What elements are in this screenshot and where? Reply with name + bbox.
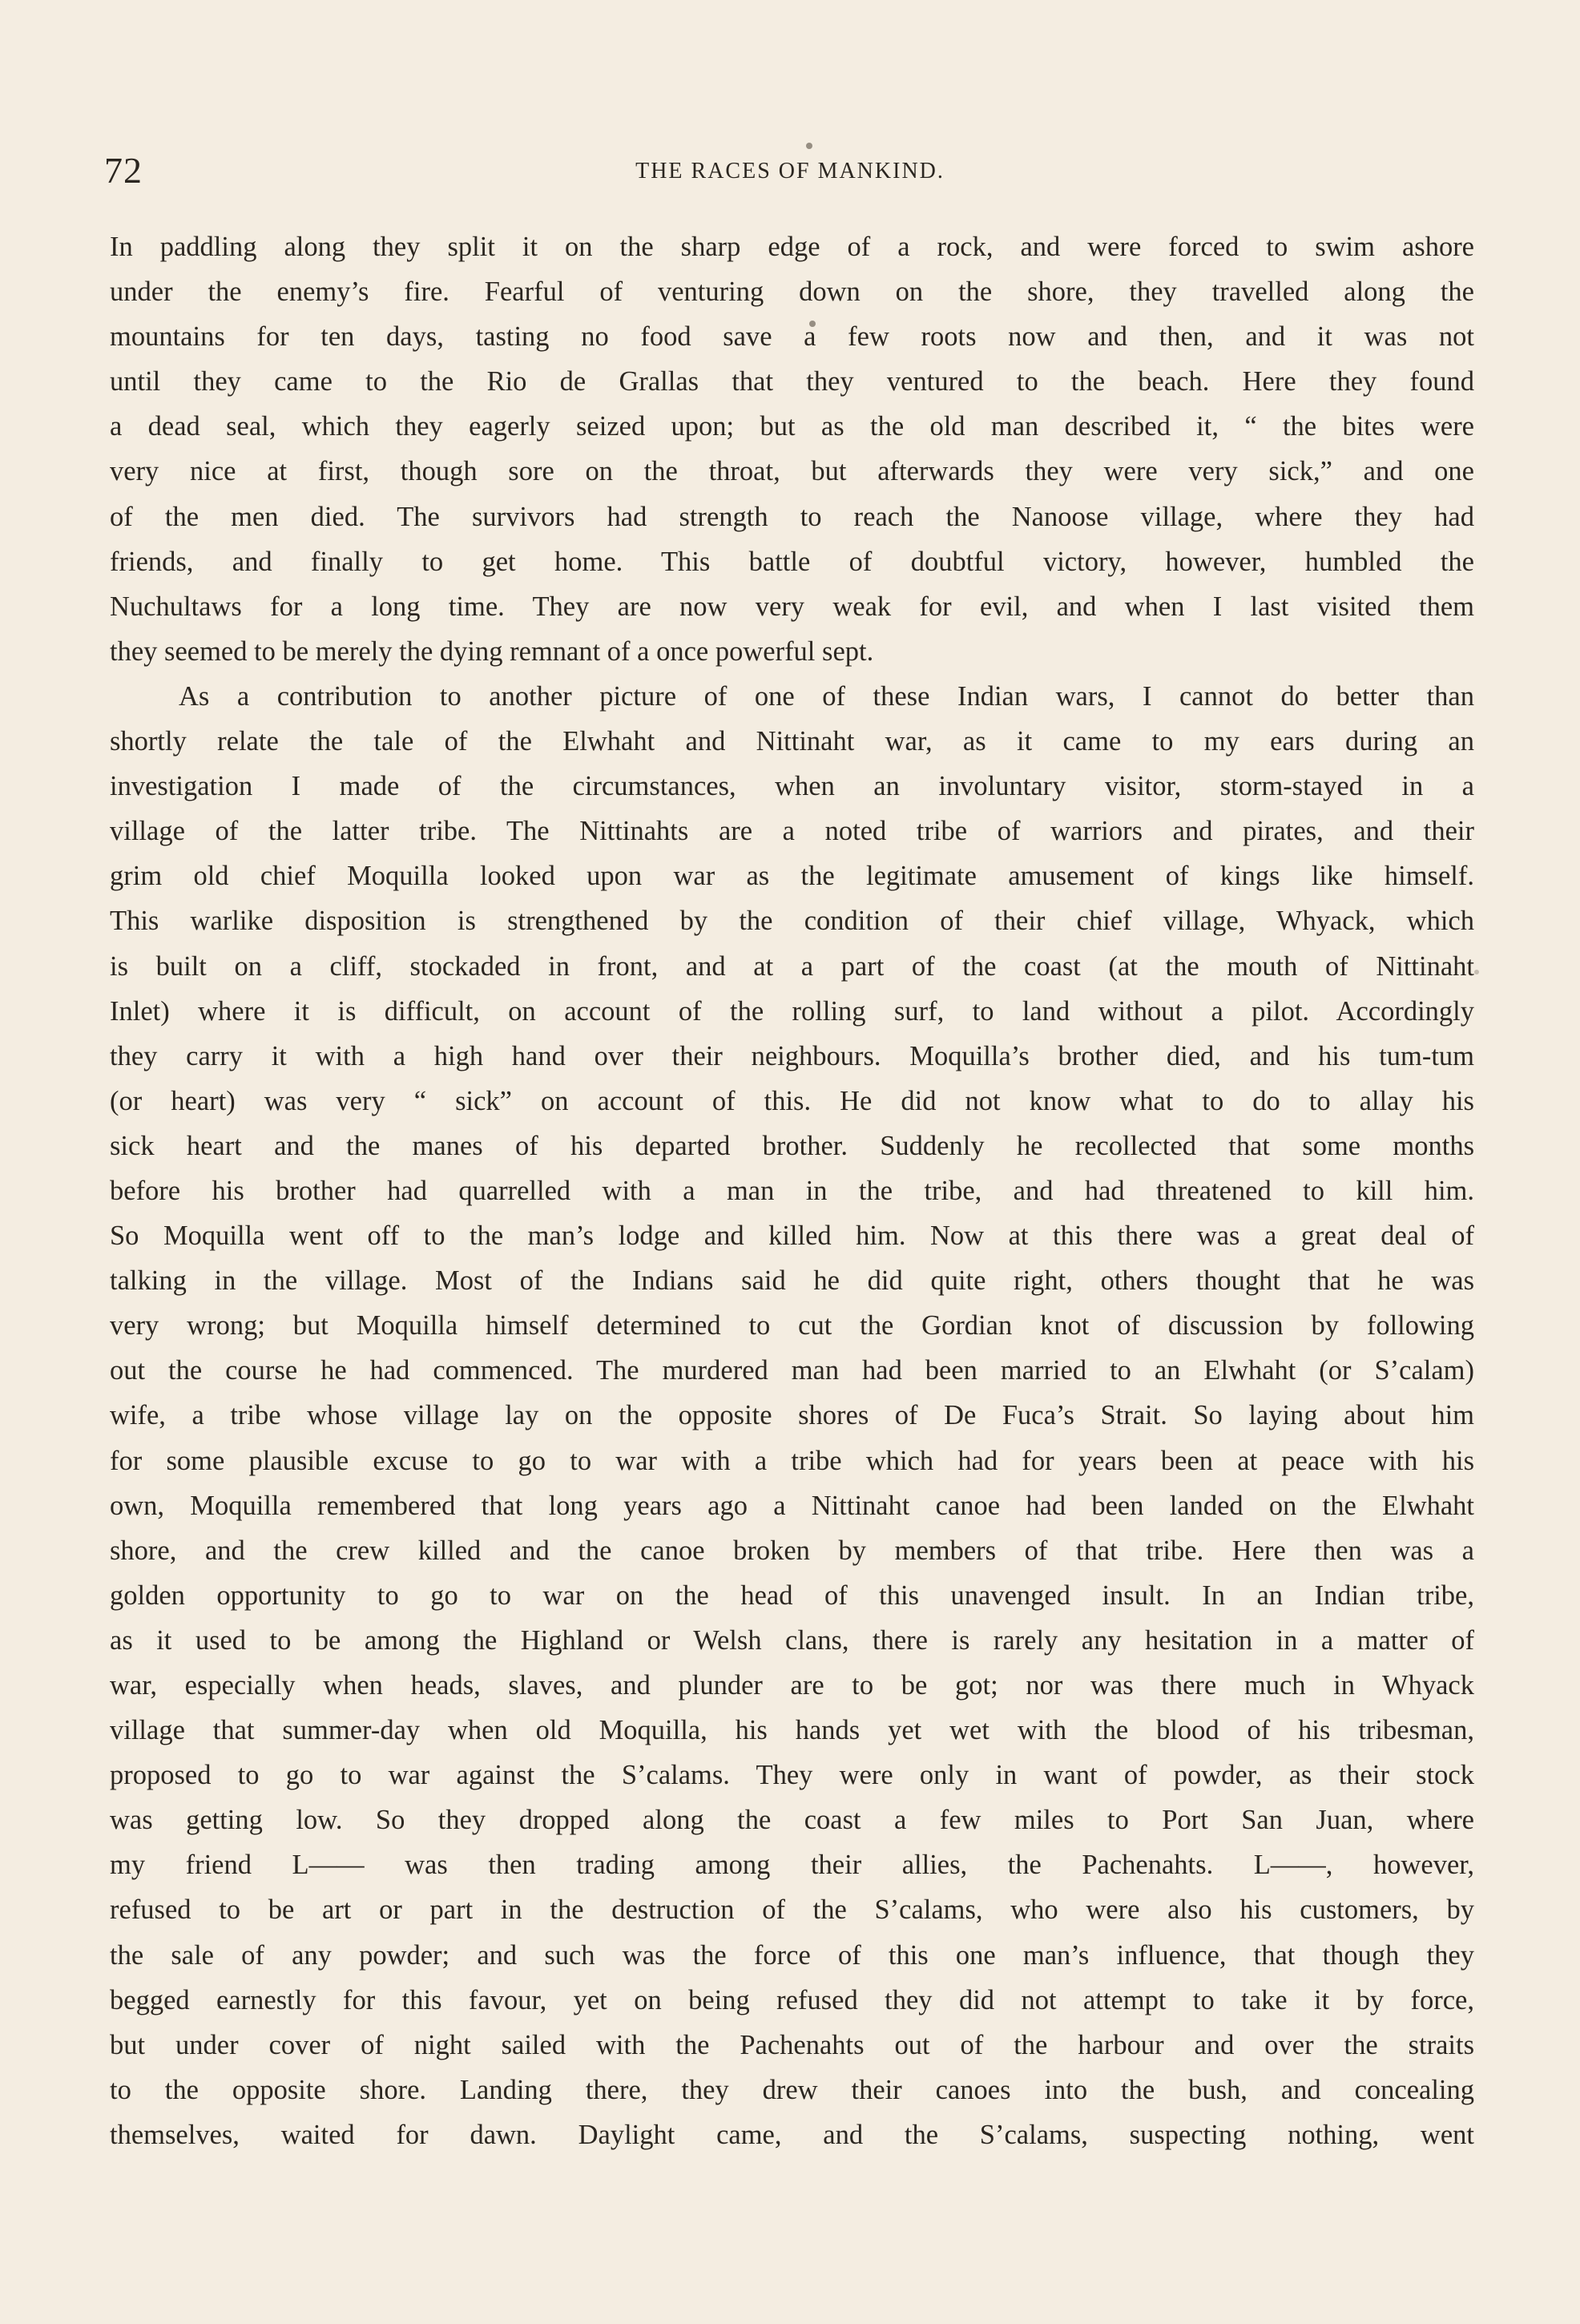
text-line: grim old chief Moquilla looked upon war as the legitimate amusement of kings like himself.: [110, 861, 1474, 892]
text-line: for some plausible excuse to go to war with a tribe which had for years been at peace with his: [110, 1445, 1474, 1476]
text-line: friends, and finally to get home. This battle of doubtful victory, however, humbled the: [110, 546, 1474, 577]
text-line: This warlike disposition is strengthened by the condition of their chief village, Whyack, which: [110, 906, 1474, 937]
text-line: very nice at first, though sore on the throat, but afterwards they were very sick,” and one: [110, 456, 1474, 487]
text-line: village of the latter tribe. The Nittinahts are a noted tribe of warriors and pirates, and their: [110, 816, 1474, 847]
text-line: In paddling along they split it on the sharp edge of a rock, and were forced to swim ashore: [110, 232, 1474, 262]
text-line: they carry it with a high hand over their neighbours. Moquilla’s brother died, and his tum-tum: [110, 1040, 1474, 1071]
text-line: but under cover of night sailed with the Pachenahts out of the harbour and over the straits: [110, 2029, 1474, 2060]
text-line: shortly relate the tale of the Elwhaht and Nittinaht war, as it came to my ears during an: [110, 726, 1474, 757]
text-line: as it used to be among the Highland or Welsh clans, there is rarely any hesitation in a matter of: [110, 1624, 1474, 1656]
text-line: wife, a tribe whose village lay on the opposite shores of De Fuca’s Strait. So laying about him: [110, 1400, 1474, 1431]
running-title: THE RACES OF MANKIND.: [635, 159, 945, 184]
text-line: to the opposite shore. Landing there, they drew their canoes into the bush, and concealing: [110, 2074, 1474, 2105]
text-line: very wrong; but Moquilla himself determined to cut the Gordian knot of discussion by following: [110, 1310, 1474, 1342]
text-line: begged earnestly for this favour, yet on being refused they did not attempt to take it by force,: [110, 1984, 1474, 2015]
text-line: proposed to go to war against the S’calams. They were only in want of powder, as their stock: [110, 1760, 1474, 1791]
text-line: is built on a cliff, stockaded in front, and at a part of the coast (at the mouth of Nittinaht: [110, 950, 1474, 982]
text-line: before his brother had quarrelled with a man in the tribe, and had threatened to kill him.: [110, 1175, 1474, 1206]
text-line: a dead seal, which they eagerly seized upon; but as the old man described it, “ the bites were: [110, 411, 1474, 442]
text-line: talking in the village. Most of the Indians said he did quite right, others thought that he was: [110, 1265, 1474, 1297]
text-line: out the course he had commenced. The murdered man had been married to an Elwhaht (or S’calam): [110, 1355, 1474, 1386]
text-line: (or heart) was very “ sick” on account of this. He did not know what to do to allay his: [110, 1085, 1474, 1116]
text-line: under the enemy’s fire. Fearful of venturing down on the shore, they travelled along the: [110, 276, 1474, 308]
text-line: until they came to the Rio de Grallas that they ventured to the beach. Here they found: [110, 366, 1474, 397]
text-line: of the men died. The survivors had strength to reach the Nanoose village, where they had: [110, 501, 1474, 532]
text-line: investigation I made of the circumstances, when an involuntary visitor, storm-stayed in a: [110, 771, 1474, 802]
running-head: [104, 151, 1476, 191]
text-line: sick heart and the manes of his departed brother. Suddenly he recollected that some months: [110, 1130, 1474, 1161]
text-line: Nuchultaws for a long time. They are now very weak for evil, and when I last visited them: [110, 591, 1474, 622]
ink-speck: [806, 143, 812, 149]
text-line: my friend L—— was then trading among their allies, the Pachenahts. L——, however,: [110, 1850, 1474, 1881]
text-line: themselves, waited for dawn. Daylight came, and the S’calams, suspecting nothing, went: [110, 2119, 1474, 2150]
text-line: mountains for ten days, tasting no food save a few roots now and then, and it was not: [110, 321, 1474, 353]
text-line: Inlet) where it is difficult, on account of the rolling surf, to land without a pilot. Accordingly: [110, 995, 1474, 1027]
paragraph: [110, 674, 1474, 2157]
text-line: shore, and the crew killed and the canoe broken by members of that tribe. Here then was a: [110, 1535, 1474, 1566]
text-line: As a contribution to another picture of one of these Indian wars, I cannot do better than: [179, 680, 1474, 712]
text-line: was getting low. So they dropped along the coast a few miles to Port San Juan, where: [110, 1805, 1474, 1836]
ink-speck: [1474, 970, 1479, 974]
body-text: [110, 224, 1474, 2157]
text-line: the sale of any powder; and such was the force of this one man’s influence, that though they: [110, 1939, 1474, 1971]
text-line: golden opportunity to go to war on the head of this unavenged insult. In an Indian tribe,: [110, 1580, 1474, 1611]
text-line: refused to be art or part in the destruction of the S’calams, who were also his customers, by: [110, 1894, 1474, 1926]
page-number: 72: [104, 150, 143, 191]
text-line: own, Moquilla remembered that long years ago a Nittinaht canoe had been landed on the Elwhaht: [110, 1490, 1474, 1521]
text-line: village that summer-day when old Moquilla, his hands yet wet with the blood of his tribesman,: [110, 1715, 1474, 1746]
text-line: So Moquilla went off to the man’s lodge and killed him. Now at this there was a great deal of: [110, 1221, 1474, 1252]
text-line: war, especially when heads, slaves, and plunder are to be got; nor was there much in Whyack: [110, 1670, 1474, 1701]
text-line: they seemed to be merely the dying remnant of a once powerful sept.: [110, 635, 874, 667]
paragraph: [110, 224, 1474, 674]
